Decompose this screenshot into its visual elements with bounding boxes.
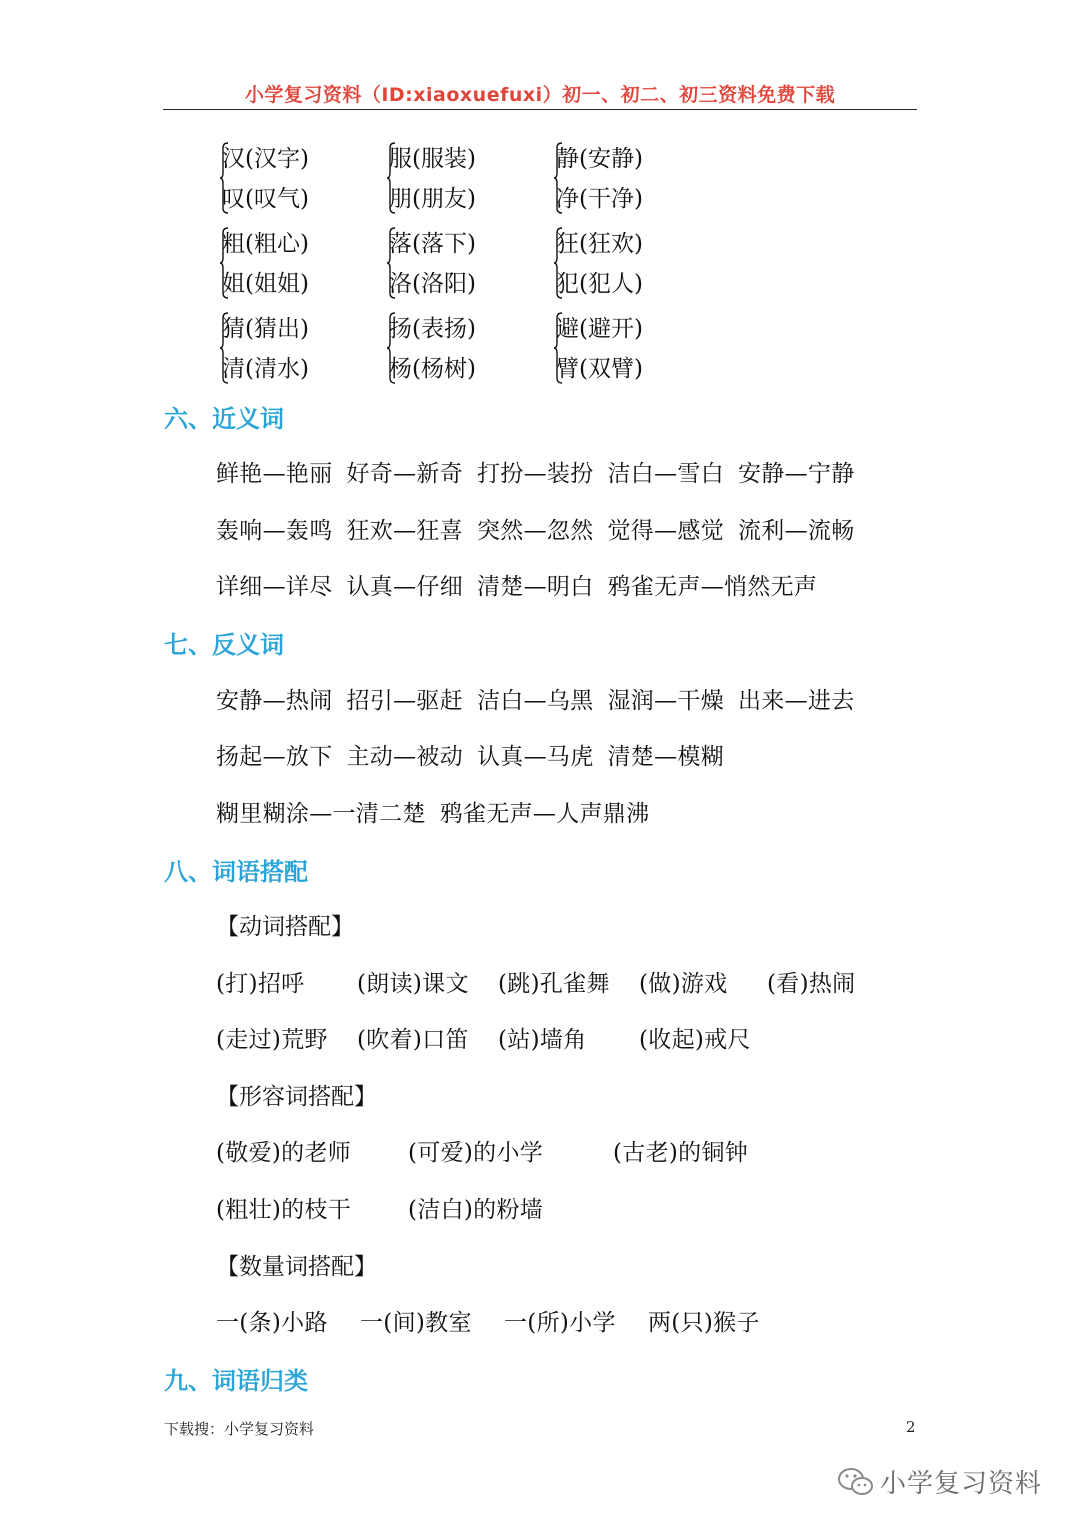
char-pair-second: 叹(叹气)	[222, 186, 309, 212]
collocation: 两(只)猴子	[648, 1310, 760, 1336]
word-pair: 鸦雀无声—悄然无声	[607, 574, 818, 600]
word-pair: 扬起—放下	[216, 744, 333, 770]
char-pair	[554, 308, 674, 388]
char-pair-first: 服(服装)	[389, 146, 476, 172]
collocation: (敬爱)的老师	[216, 1140, 352, 1166]
collocation: (打)招呼	[216, 971, 305, 997]
collocation: 一(条)小路	[216, 1310, 328, 1336]
quantifier-collocation-title: 【数量词搭配】	[216, 1254, 377, 1280]
char-pair-second: 杨(杨树)	[389, 356, 476, 382]
char-pair	[220, 138, 340, 218]
word-pair: 突然—忽然	[477, 518, 594, 544]
char-pair-second: 洛(洛阳)	[389, 271, 476, 297]
char-pair-first: 避(避开)	[556, 316, 643, 342]
watermark-text: 小学复习资料	[880, 1469, 1043, 1499]
char-pair	[554, 138, 674, 218]
word-pair: 洁白—雪白	[607, 461, 724, 487]
collocation: (粗壮)的枝干	[216, 1197, 352, 1223]
word-pair: 主动—被动	[346, 744, 463, 770]
word-pair: 安静—宁静	[738, 461, 855, 487]
char-pair-second: 犯(犯人)	[556, 271, 643, 297]
watermark	[836, 1463, 1042, 1500]
header-divider	[163, 109, 917, 110]
section-7-heading: 七、反义词	[164, 631, 284, 659]
char-pair-first: 汉(汉字)	[222, 146, 309, 172]
char-pair-second: 臂(双臂)	[556, 356, 643, 382]
word-pair: 流利—流畅	[738, 518, 855, 544]
word-pair: 详细—详尽	[216, 574, 333, 600]
word-pair: 觉得—感觉	[607, 518, 724, 544]
word-pair: 好奇—新奇	[346, 461, 463, 487]
char-pair-second: 朋(朋友)	[389, 186, 476, 212]
word-pair: 打扮—装扮	[477, 461, 594, 487]
word-pair: 招引—驱赶	[346, 688, 463, 714]
word-pair: 认真—仔细	[346, 574, 463, 600]
word-pair: 轰响—轰鸣	[216, 518, 333, 544]
word-pair: 清楚—模糊	[607, 744, 724, 770]
page-number: 2	[906, 1418, 916, 1436]
collocation: (收起)戒尺	[639, 1027, 751, 1053]
word-pair: 认真—马虎	[477, 744, 594, 770]
char-pair-first: 落(落下)	[389, 231, 476, 257]
word-pair: 糊里糊涂—一清二楚	[216, 801, 426, 827]
char-pair	[220, 223, 340, 303]
synonym-row-3	[216, 568, 831, 601]
word-pair: 清楚—明白	[477, 574, 594, 600]
antonym-row-2	[216, 738, 738, 771]
word-pair: 鸦雀无声—人声鼎沸	[439, 801, 650, 827]
collocation: (看)热闹	[767, 971, 856, 997]
collocation: (跳)孔雀舞	[498, 971, 610, 997]
word-pair: 狂欢—狂喜	[346, 518, 463, 544]
antonym-row-1	[216, 682, 869, 715]
collocation: (古老)的铜钟	[613, 1140, 749, 1166]
char-pair	[387, 138, 507, 218]
word-pair: 安静—热闹	[216, 688, 333, 714]
collocation: (走过)荒野	[216, 1027, 328, 1053]
word-pair: 鲜艳—艳丽	[216, 461, 333, 487]
collocation: (洁白)的粉墙	[408, 1197, 544, 1223]
page-header: 小学复习资料（ID:xiaoxuefuxi）初一、初二、初三资料免费下载	[244, 84, 836, 106]
collocation: (可爱)的小学	[408, 1140, 544, 1166]
synonym-row-1	[216, 455, 869, 488]
word-pair: 出来—进去	[738, 688, 855, 714]
section-8-heading: 八、词语搭配	[164, 858, 308, 886]
char-pair-first: 粗(粗心)	[222, 231, 309, 257]
antonym-row-3	[216, 795, 663, 828]
collocation: (站)墙角	[498, 1027, 587, 1053]
char-pair-second: 姐(姐姐)	[222, 271, 309, 297]
char-pair	[387, 308, 507, 388]
char-pair-first: 扬(表扬)	[389, 316, 476, 342]
char-pair-first: 狂(狂欢)	[556, 231, 643, 257]
synonym-row-2	[216, 512, 869, 545]
collocation: (吹着)口笛	[357, 1027, 469, 1053]
collocation: 一(间)教室	[360, 1310, 472, 1336]
section-6-heading: 六、近义词	[164, 405, 284, 433]
collocation: (朗读)课文	[357, 971, 469, 997]
adjective-collocation-title: 【形容词搭配】	[216, 1084, 377, 1110]
char-pair-first: 静(安静)	[556, 146, 643, 172]
char-pair	[220, 308, 340, 388]
word-pair: 湿润—干燥	[607, 688, 724, 714]
word-pair: 洁白—乌黑	[477, 688, 594, 714]
section-9-heading: 九、词语归类	[164, 1367, 308, 1395]
char-pair	[387, 223, 507, 303]
collocation: 一(所)小学	[504, 1310, 616, 1336]
char-pair-second: 净(干净)	[556, 186, 643, 212]
verb-collocation-title: 【动词搭配】	[216, 914, 354, 940]
footer-source: 下载搜：小学复习资料	[164, 1420, 315, 1438]
char-pair-first: 猜(猜出)	[222, 316, 309, 342]
char-pair	[554, 223, 674, 303]
collocation: (做)游戏	[639, 971, 728, 997]
char-pair-second: 清(清水)	[222, 356, 309, 382]
